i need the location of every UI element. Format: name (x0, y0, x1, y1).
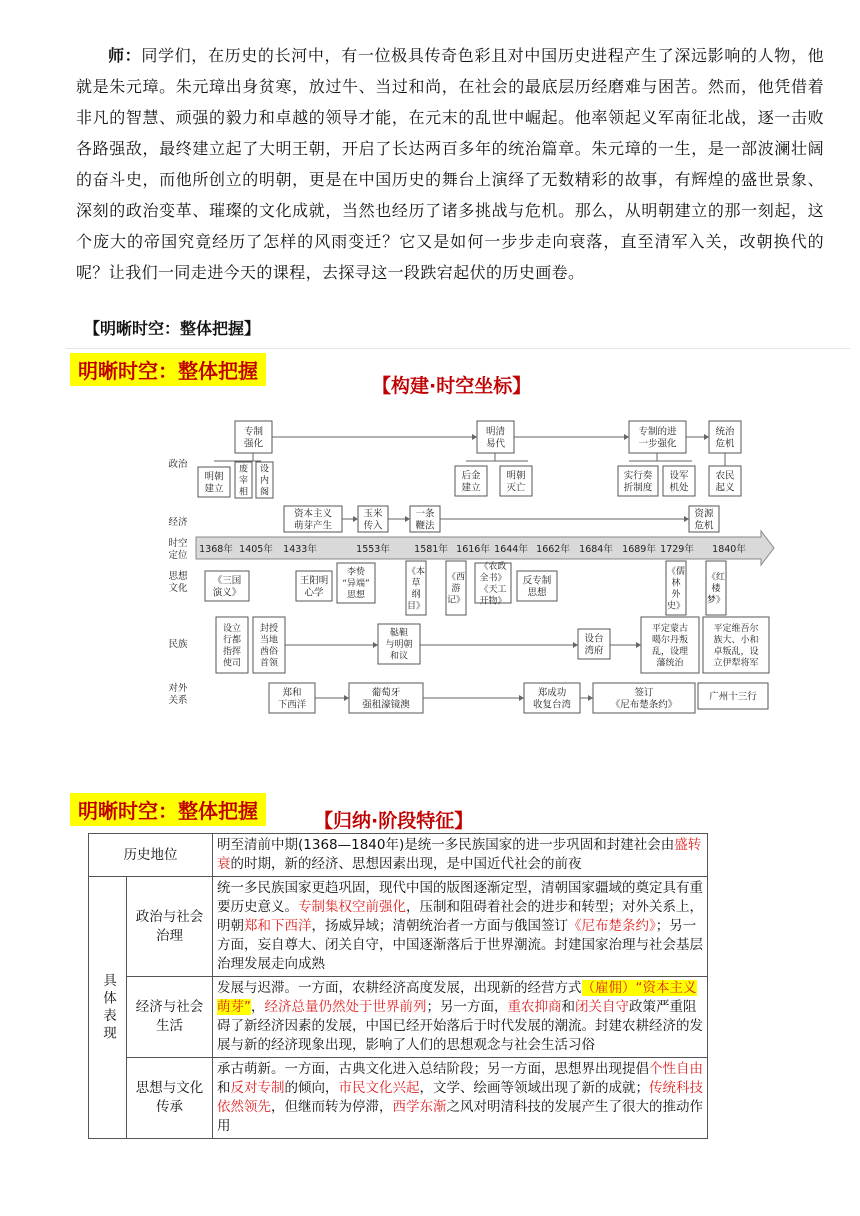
politics-bottom: 实行奏折制度 (623, 470, 653, 494)
culture-text: 承古萌新。一方面，古典文化进入总结阶段；另一方面，思想界出现提倡个性自由和反对专制的倾向，市民文化兴起，文学、绘画等领域出现了新的成就；传统科技依然领先，但继而转为停滞，西学东渐之风对明清科技的发展产生了很大的推动作用 (213, 1058, 708, 1139)
arrow-head (373, 642, 378, 648)
arrow-head (472, 434, 477, 440)
historical-position-label: 历史地位 (89, 834, 213, 877)
intro-text: 同学们，在历史的长河中，有一位极具传奇色彩且对中国历史进程产生了深远影响的人物，他就是朱元璋。朱元璋出身贫寒，放过牛、当过和尚，在社会的最底层历经磨难与困苦。然而，他凭借着非凡的智慧、顽强的毅力和卓越的领导才能，在元末的乱世中崛起。他率领起义军南征北战，逐一击败各路强敌，最终建立起了大明王朝，开启了长达两百多年的统治篇章。朱元璋的一生，是一部波澜壮阔的奋斗史，而他所创立的明朝，更是在中国历史的舞台上演绎了无数精彩的故事，有辉煌的盛世景象、深刻的政治变革、璀璨的文化成就，当然也经历了诸多挑战与危机。那么，从明朝建立的那一刻起，这个庞大的帝国究竟经历了怎样的风雨变迁？它又是如何一步步走向衰落，直至清军入关，改朝换代的呢？让我们一同走进今天的课程，去探寻这一段跌宕起伏的历史画卷。 (76, 46, 824, 282)
foreign: 广州十三行 (709, 691, 757, 703)
year-tick-label: 1616年 (456, 544, 490, 555)
arrow-head (704, 434, 709, 440)
culture: 《三国演义》 (212, 575, 242, 599)
culture: 王阳明心学 (299, 575, 329, 599)
culture: 反专制思想 (522, 575, 552, 599)
year-tick-label: 1368年 (199, 544, 233, 555)
table-row (89, 1058, 708, 1139)
arrow-head (353, 516, 358, 522)
slide2-title: 【归纳·阶段特征】 (314, 810, 474, 832)
row-label: 时空定位 (168, 538, 188, 561)
timeline-diagram (66, 349, 850, 729)
table-row (89, 977, 708, 1058)
year-tick-label: 1644年 (494, 544, 528, 555)
economy: 一条鞭法 (415, 508, 435, 532)
arrow-head (519, 695, 524, 701)
foreign: 郑和下西洋 (277, 687, 307, 711)
year-tick-label: 1840年 (712, 544, 746, 555)
ethnic: 鞑靼与明朝和议 (385, 628, 413, 662)
year-tick-label: 1662年 (536, 544, 570, 555)
row-label-culture: 思想与文化传承 (127, 1058, 213, 1139)
economy: 资源危机 (694, 508, 714, 532)
year-tick-label: 1433年 (283, 544, 317, 555)
row-label: 思想文化 (168, 571, 188, 594)
arrow-head (588, 695, 593, 701)
row-label-economy: 经济与社会生活 (127, 977, 213, 1058)
culture: 《西游记》 (446, 572, 466, 606)
year-tick-label: 1689年 (622, 544, 656, 555)
politics-top: 明清易代 (485, 426, 506, 450)
row-label: 民族 (168, 639, 188, 650)
arrow-head (344, 695, 349, 701)
politics-bottom: 农民起义 (715, 470, 735, 494)
table-row (89, 834, 708, 877)
ethnic: 设立行都指挥使司 (222, 623, 242, 669)
ethnic: 封授当地酋俗首领 (259, 623, 279, 669)
year-tick-label: 1581年 (414, 544, 448, 555)
politics-bottom: 设内阁 (259, 464, 270, 498)
politics-bottom: 废宰相 (238, 464, 249, 498)
culture: 李贽“异端”思想 (342, 567, 370, 601)
section-heading: 【明晰时空：整体把握】 (84, 319, 261, 338)
politics-bottom: 明朝建立 (204, 471, 224, 495)
row-label: 对外关系 (168, 683, 188, 706)
year-tick-label: 1405年 (239, 544, 273, 555)
group-label: 具体表现 (89, 877, 127, 1139)
culture: 《农政全书》《天工开物》 (479, 561, 507, 607)
row-label-politics: 政治与社会治理 (127, 877, 213, 977)
intro-paragraph (76, 40, 824, 288)
economy: 资本主义萌芽产生 (293, 508, 333, 532)
ethnic: 平定维吾尔族大、小和卓叛乱，设立伊犁将军 (713, 623, 759, 669)
arrow-head (573, 642, 578, 648)
slide2-banner: 明晰时空：整体把握 (70, 793, 266, 826)
year-tick-label: 1553年 (356, 544, 390, 555)
politics-bottom: 后金建立 (461, 470, 481, 494)
politics-top: 统治危机 (715, 426, 735, 450)
economy: 玉米传入 (363, 508, 383, 532)
foreign: 签订《尼布楚条约》 (610, 687, 678, 711)
ethnic: 设台湾府 (584, 633, 604, 657)
year-tick-label: 1729年 (660, 544, 694, 555)
table-row (89, 877, 708, 977)
politics-bottom: 设军机处 (669, 470, 689, 494)
historical-position-text: 明至清前中期(1368—1840年)是统一多民族国家的进一步巩固和封建社会由盛转衰的时期，新的经济、思想因素出现，是中国近代社会的前夜 (213, 834, 708, 877)
ethnic: 平定蒙古噶尔丹叛乱，设理藩统治 (651, 623, 689, 669)
stage-features-table (88, 833, 708, 1139)
politics-top: 专制的进一步强化 (638, 426, 677, 450)
politics-top: 专制强化 (243, 426, 264, 450)
year-tick-label: 1684年 (579, 544, 613, 555)
arrow-head (636, 642, 641, 648)
row-label: 经济 (168, 517, 188, 528)
foreign: 葡萄牙强租濠镜澳 (362, 687, 410, 711)
politics-text: 统一多民族国家更趋巩固，现代中国的版图逐渐定型，清朝国家疆域的奠定具有重要历史意义。专制集权空前强化，压制和阻碍着社会的进步和转型；对外关系上，明朝郑和下西洋，扬威异域；清朝统治者一方面与俄国签订《尼布楚条约》；另一方面，妄自尊大、闭关自守，中国逐渐落后于世界潮流。封建国家治理与社会基层治理发展走向成熟 (213, 877, 708, 977)
culture: 《本草纲目》 (406, 566, 426, 612)
slide-title: 【构建·时空坐标】 (372, 375, 532, 397)
timeline-slide (66, 348, 850, 744)
arrow-head (624, 434, 629, 440)
arrow-head (684, 516, 689, 522)
row-label: 政治 (168, 459, 188, 470)
culture: 《儒林外史》 (666, 566, 686, 612)
arrow-head (405, 516, 410, 522)
economy-text: 发展与迟滞。一方面，农耕经济高度发展，出现新的经营方式（雇佣）“资本主义萌芽”，经济总量仍然处于世界前列；另一方面，重农抑商和闭关自守政策严重阻碍了新经济因素的发展，中国已经开始落后于时代发展的潮流。封建农耕经济的发展与新的经济现象出现，影响了人们的思想观念与社会生活习俗 (213, 977, 708, 1058)
slide-banner: 明晰时空：整体把握 (70, 353, 266, 386)
speaker-label: 师： (108, 46, 142, 65)
culture: 《红楼梦》 (706, 572, 726, 606)
foreign: 郑成功收复台湾 (532, 687, 572, 711)
politics-bottom: 明朝灭亡 (506, 470, 526, 494)
